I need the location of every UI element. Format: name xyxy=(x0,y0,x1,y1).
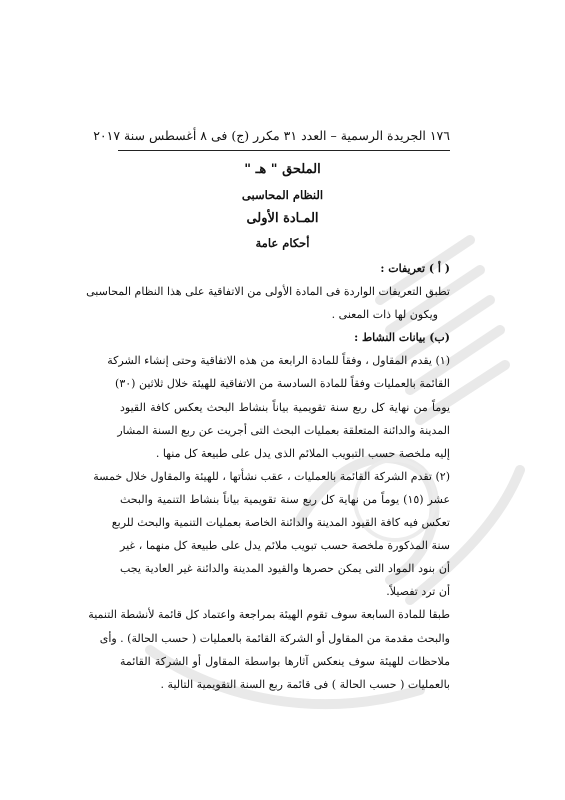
paragraph-line: بالعمليات ( حسب الحالة ) فى قائمة ربع السنة التقويمية التالية . xyxy=(160,677,450,691)
paragraph-line: طبقا للمادة السابعة سوف تقوم الهيئة بمراجعة واعتماد كل قائمة لأنشطة التنمية xyxy=(88,608,450,622)
paragraph-line: إليه ملخصة حسب التبويب الملائم الذى يدل على طبيعة كل منها . xyxy=(155,446,450,460)
section-heading: (ب) بيانات النشاط : xyxy=(354,331,450,345)
general-provisions-title: أحكام عامة xyxy=(255,236,310,250)
paragraph-line: ويكون لها ذات المعنى . xyxy=(331,308,438,322)
paragraph-line: القائمة بالعمليات وفقاً للمادة السادسة من الاتفاقية للهيئة خلال ثلاثين (٣٠) xyxy=(115,377,450,391)
annex-title: الملحق " هـ " xyxy=(244,162,321,177)
paragraph-line: عشر (١٥) يوماً من نهاية كل ربع سنة تقويمية بياناً بنشاط التنمية والبحث xyxy=(120,492,451,506)
article-title: المـادة الأولى xyxy=(246,211,319,226)
paragraph-line: ملاحظات للهيئة سوف ينعكس آثارها بواسطة المقاول أو الشركة القائمة xyxy=(120,654,450,668)
paragraph-line: المدينة والدائنة المتعلقة بعمليات البحث التى أجريت عن ربع السنة المشار xyxy=(117,423,450,437)
body-text xyxy=(86,257,451,696)
paragraph-line: والبحث مقدمة من المقاول أو الشركة القائمة بالعمليات ( حسب الحالة) . وأى xyxy=(99,631,450,645)
paragraph-line: أن ترد تفصيلاً. xyxy=(386,585,450,599)
paragraph-line: تعكس فيه كافة القيود المدينة والدائنة الخاصة بعمليات التنمية والبحث للربع xyxy=(111,516,450,530)
paragraph-line: سنة المذكورة ملخصة حسب تبويب ملائم يدل على طبيعة كل منهما ، غير xyxy=(120,539,450,553)
section-heading: ( أ ) تعريفات : xyxy=(380,262,450,275)
paragraph-line: تطبق التعريفات الواردة فى المادة الأولى من الاتفاقية على هذا النظام المحاسبى xyxy=(86,285,450,299)
paragraph-line: (٢) تقدم الشركة القائمة بالعمليات ، عقب نشأتها ، للهيئة والمقاول خلال خمسة xyxy=(93,469,450,483)
gazette-header: ١٧٦ الجريدة الرسمية – العدد ٣١ مكرر (ج) فى ٨ أغسطس سنة ٢٠١٧ xyxy=(93,128,450,143)
paragraph-line: أن بنود المواد التى يمكن حصرها والقيود المدينة والدائنة غير العادية يجب xyxy=(120,562,450,576)
paragraph-line: يوماً من نهاية كل ربع سنة تقويمية بياناً بنشاط البحث يعكس كافة القيود xyxy=(120,400,450,414)
accounting-system-title: النظام المحاسبى xyxy=(241,188,324,202)
header-rule xyxy=(118,150,450,151)
paragraph-line: (١) يقدم المقاول ، وفقاً للمادة الرابعة من هذه الاتفاقية وحتى إنشاء الشركة xyxy=(107,354,450,368)
